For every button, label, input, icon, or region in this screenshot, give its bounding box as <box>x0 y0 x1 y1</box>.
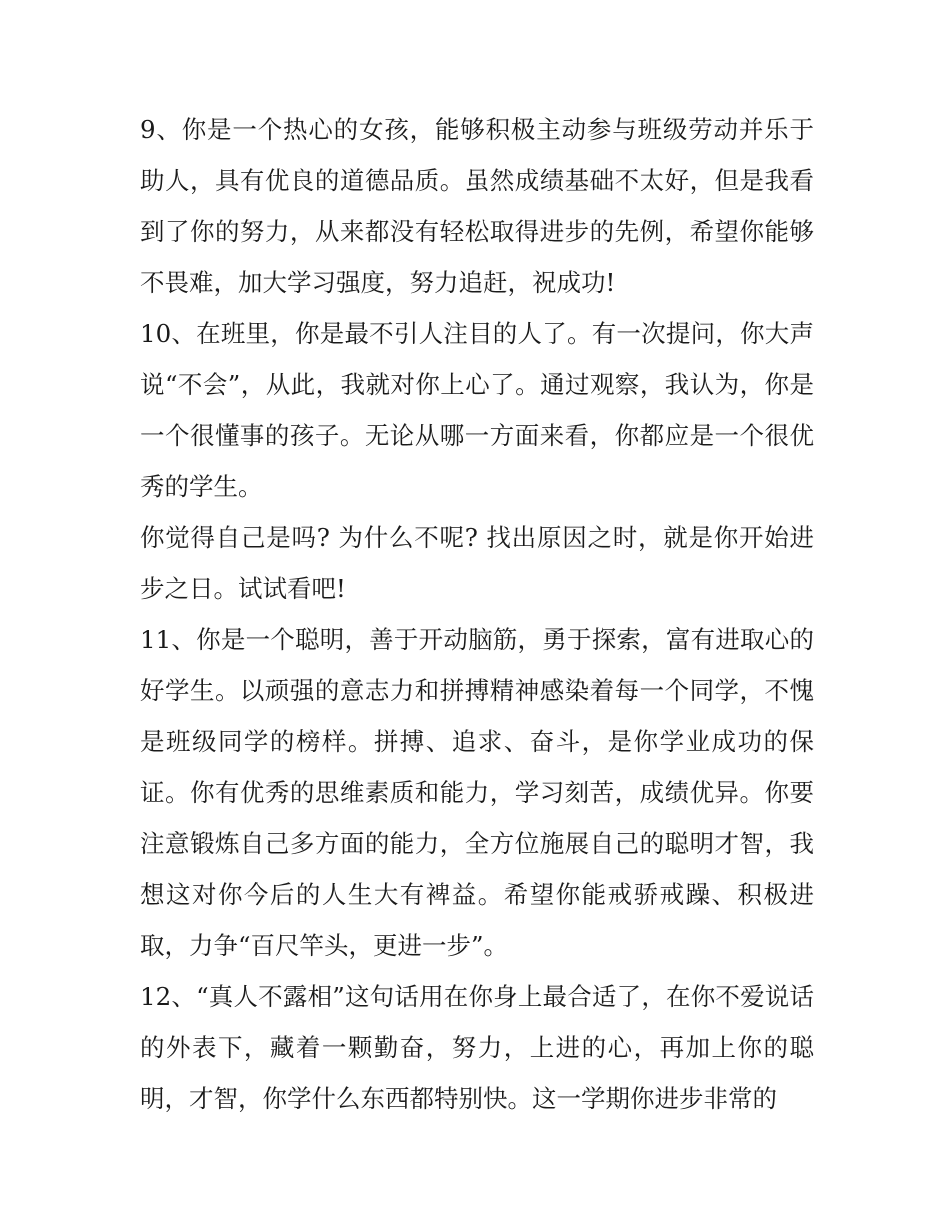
paragraph-10-continued: 你觉得自己是吗? 为什么不呢? 找出原因之时，就是你开始进步之日。试试看吧! <box>140 523 814 603</box>
paragraph-11: 11、你是一个聪明，善于开动脑筋，勇于探索，富有进取心的好学生。以顽强的意志力和拼搏精神感染着每一个同学，不愧是班级同学的榜样。拼搏、追求、奋斗，是你学业成功的保证。你有优秀的思维素质和能力，学习刻苦，成绩优异。你要注意锻炼自己多方面的能力，全方位施展自己的聪明才智，我想这对你今后的人生大有裨益。希望你能戒骄戒躁、积极进取，力争“百尺竿头，更进一步”。 <box>140 625 814 960</box>
paragraph-9: 9、你是一个热心的女孩，能够积极主动参与班级劳动并乐于助人，具有优良的道德品质。虽然成绩基础不太好，但是我看到了你的努力，从来都没有轻松取得进步的先例，希望你能够不畏难，加大学习强度，努力追赶，祝成功! <box>140 115 814 297</box>
document-body <box>140 104 814 1124</box>
paragraph-10: 10、在班里，你是最不引人注目的人了。有一次提问，你大声说“不会”，从此，我就对你上心了。通过观察，我认为，你是一个很懂事的孩子。无论从哪一方面来看，你都应是一个很优秀的学生。 <box>140 319 814 501</box>
paragraph-12: 12、“真人不露相”这句话用在你身上最合适了，在你不爱说话的外表下，藏着一颗勤奋，努力，上进的心，再加上你的聪明，才智，你学什么东西都特别快。这一学期你进步非常的 <box>140 982 814 1113</box>
